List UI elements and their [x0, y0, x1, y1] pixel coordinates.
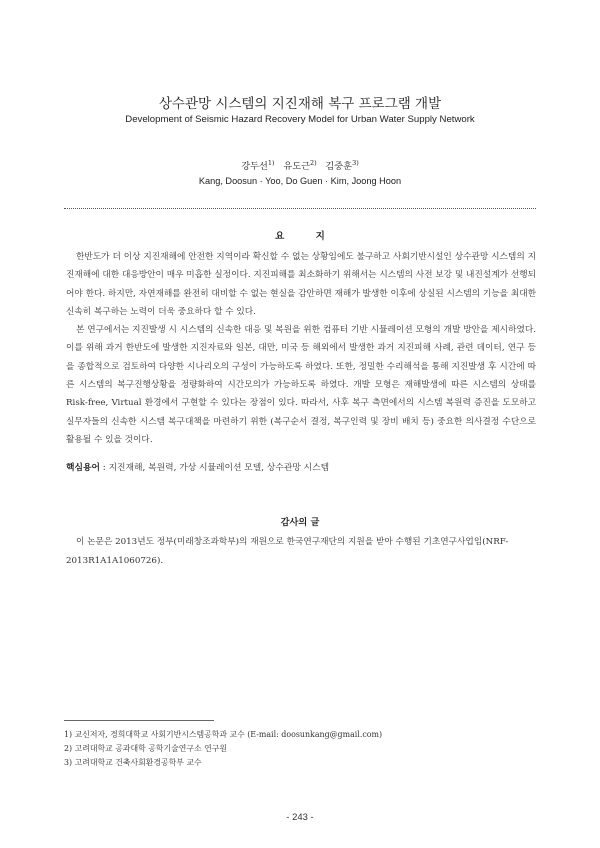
keywords-text: 지진재해, 복원력, 가상 시뮬레이션 모델, 상수관망 시스템	[108, 463, 330, 473]
author-footnote-mark: 3)	[352, 158, 359, 167]
keywords-line	[66, 460, 536, 473]
author-name: 김중훈	[325, 161, 353, 172]
section-divider	[64, 208, 536, 209]
abstract-heading: 요 지	[275, 231, 339, 242]
paper-title: 상수관망 시스템의 지진재해 복구 프로그램 개발	[158, 96, 442, 112]
footnote-item: 2) 고려대학교 공과대학 공학기술연구소 연구원	[64, 744, 227, 753]
author-footnote-mark: 1)	[267, 158, 275, 167]
keywords-separator: :	[100, 463, 109, 473]
abstract-paragraph: 한반도가 더 이상 지진재해에 안전한 지역이라 확신할 수 없는 상황임에도 불구하고 사회기반시설인 상수관망 시스템의 지진재해에 대한 대응방안이 매우 미흡한 실정이다. 지진피해를 최소화하기 위해서는 시스템의 사전 보강 및 내진설계가 선행되어야 한다. 하지만, 자연재해를 완전히 대비할 수 없는 현실을 감안하면 재해가 발생한 이후에 상실된 시스템의 기능을 최대한 신속히 복구하는 노력이 더욱 중요하다 할 수 있다.	[66, 252, 536, 317]
acknowledgement-heading: 감사의 글	[280, 517, 320, 528]
footnote-rule	[64, 720, 214, 721]
footnote-item: 1) 교신저자, 경희대학교 사회기반시스템공학과 교수 (E-mail: doosunkang@gmail.com)	[64, 730, 383, 739]
footnote-list	[64, 728, 544, 770]
author-name: 강두선	[241, 161, 268, 172]
abstract-paragraph: 본 연구에서는 지진발생 시 시스템의 신속한 대응 및 복원을 위한 컴퓨터 기반 시뮬레이션 모형의 개발 방안을 제시하였다. 이를 위해 과거 한반도에 발생한 지진자료와 일본, 대만, 미국 등 해외에서 발생한 과거 지진피해 사례, 관련 데이터, 연구 등을 종합적으로 검토하여 다양한 시나리오의 구성이 가능하도록 하였다. 또한, 정밀한 수리해석을 통해 지진발생 후 시간에 따른 시스템의 복구진행상황을 정량화하여 시간모의가 가능하도록 하였다. 개발 모형은 재해발생에 따른 시스템의 상태를 Risk-free, Virtual 환경에서 구현할 수 있다는 장점이 있다. 따라서, 사후 복구 측면에서의 시스템 복원력 증진을 도모하고 실무자들의 신속한 시스템 복구대책을 마련하기 위한 (복구순서 결정, 복구인력 및 장비 배치 등) 중요한 의사결정 수단으로 활용될 수 있을 것이다.	[66, 325, 536, 445]
author-list-english: Kang, Doosun · Yoo, Do Guen · Kim, Joong Hoon	[198, 176, 402, 186]
author-name: 유도근	[283, 161, 310, 172]
acknowledgement-body	[66, 533, 536, 571]
acknowledgement-text: 이 논문은 2013년도 정부(미래창조과학부)의 재원으로 한국연구재단의 지원을 받아 수행된 기초연구사업임(NRF-2013R1A1A1060726).	[66, 537, 509, 566]
abstract-body	[66, 248, 536, 449]
page-number: - 243 -	[286, 812, 314, 823]
keywords-label: 핵심용어	[66, 463, 100, 473]
paper-subtitle-english: Development of Seismic Hazard Recovery Model for Urban Water Supply Network	[125, 114, 475, 125]
author-list-korean	[0, 158, 600, 172]
author-footnote-mark: 2)	[309, 158, 317, 167]
footnote-item: 3) 고려대학교 건축사회환경공학부 교수	[64, 758, 202, 767]
